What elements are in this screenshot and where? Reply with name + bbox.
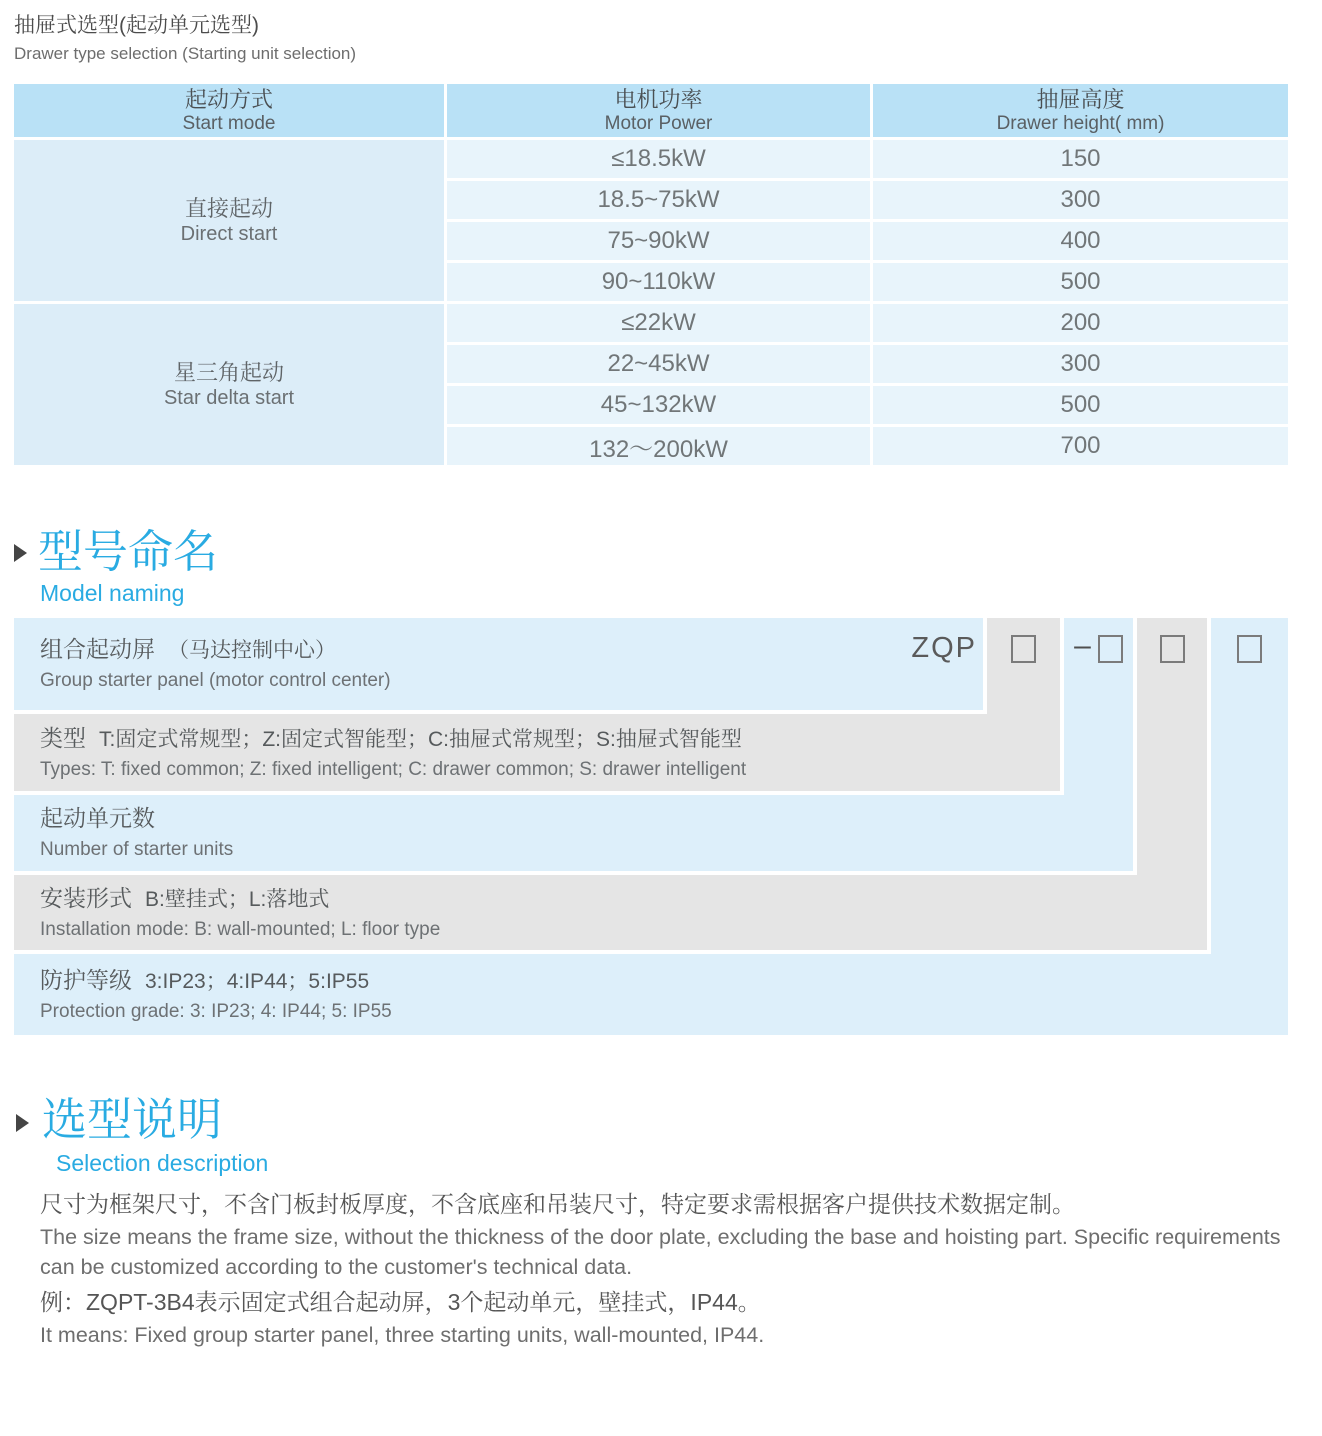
band-label-en: Protection grade: 3: IP23; 4: IP44; 5: IP55 — [40, 1000, 392, 1022]
model-code: ZQP — [911, 632, 977, 664]
height-cell: 200 — [873, 304, 1288, 342]
heading-en: Selection description — [56, 1150, 269, 1176]
group-label-en: Direct start — [180, 223, 278, 245]
power-cell: 22~45kW — [447, 345, 870, 383]
band-detail-zh: （马达控制中心） — [168, 639, 336, 662]
header-en: Motor Power — [604, 112, 713, 134]
power-cell: ≤18.5kW — [447, 140, 870, 178]
group-cell-direct-start — [14, 140, 444, 301]
power-cell: 18.5~75kW — [447, 181, 870, 219]
placeholder-box-icon — [1098, 635, 1123, 663]
band-group-starter-panel — [14, 618, 983, 710]
placeholder-box-icon — [1160, 635, 1185, 663]
band-protection-grade — [14, 954, 1288, 1035]
heading-en: Model naming — [40, 580, 185, 606]
height-cell: 150 — [873, 140, 1288, 178]
band-label-zh: 组合起动屏 — [40, 636, 155, 662]
group-cell-star-delta-start — [14, 304, 444, 465]
band-label-en: Group starter panel (motor control center) — [40, 670, 391, 691]
power-cell: 90~110kW — [447, 263, 870, 301]
band-detail-zh: T:固定式常规型；Z:固定式智能型；C:抽屉式常规型；S:抽屉式智能型 — [99, 727, 742, 751]
band-installation-mode — [14, 875, 1207, 950]
height-cell: 500 — [873, 263, 1288, 301]
heading-text — [38, 528, 218, 607]
placeholder-box-icon — [1011, 635, 1036, 663]
band-label-en: Installation mode: B: wall-mounted; L: floor type — [40, 918, 441, 940]
height-cell: 500 — [873, 386, 1288, 424]
group-label-en: Star delta start — [163, 387, 295, 409]
power-cell: ≤22kW — [447, 304, 870, 342]
code-column-installation — [1137, 618, 1207, 950]
height-cell: 400 — [873, 222, 1288, 260]
power-cell: 132～200kW — [447, 427, 870, 465]
header-en: Start mode — [182, 112, 276, 134]
heading-text — [42, 1096, 268, 1177]
band-types — [14, 714, 1060, 791]
heading-zh: 型号命名 — [38, 526, 219, 577]
height-cell: 300 — [873, 181, 1288, 219]
example-line-zh: 例：ZQPT-3B4表示固定式组合起动屏，3个起动单元，壁挂式，IP44。 — [40, 1289, 761, 1315]
header-en: Drawer height( mm) — [996, 112, 1165, 134]
description-line-en: The size means the frame size, without the thickness of the door plate, excluding the base and hoisting part. Specific requirements can be customized according to the customer's technical data. — [40, 1225, 1281, 1279]
group-label-zh: 直接起动 — [184, 196, 273, 221]
band-label-zh: 起动单元数 — [40, 805, 155, 831]
code-column-units — [1064, 618, 1133, 871]
band-detail-zh: 3:IP23；4:IP44；5:IP55 — [145, 969, 370, 993]
power-cell: 45~132kW — [447, 386, 870, 424]
band-label-en: Types: T: fixed common; Z: fixed intelligent; C: drawer common; S: drawer intelligent — [40, 758, 747, 780]
page-title-en: Drawer type selection (Starting unit selection) — [14, 44, 357, 63]
height-cell: 700 — [873, 427, 1288, 465]
col-header-start-mode — [14, 84, 444, 137]
selection-description-heading — [16, 1096, 268, 1177]
selection-description-text — [40, 1188, 1292, 1354]
example-line-en: It means: Fixed group starter panel, three starting units, wall-mounted, IP44. — [40, 1323, 765, 1347]
band-detail-zh: B:壁挂式；L:落地式 — [145, 887, 330, 911]
band-label-zh: 类型 — [40, 724, 86, 751]
code-column-type — [987, 618, 1060, 791]
height-cell: 300 — [873, 345, 1288, 383]
description-line-zh: 尺寸为框架尺寸，不含门板封板厚度，不含底座和吊装尺寸，特定要求需根据客户提供技术数据定制。 — [40, 1191, 1075, 1217]
model-naming-heading — [14, 528, 218, 607]
code-dash: – — [1074, 629, 1091, 662]
band-starter-units — [14, 795, 1133, 871]
page-title — [14, 12, 356, 66]
band-label-en: Number of starter units — [40, 839, 234, 860]
page-title-zh: 抽屉式选型(起动单元选型) — [14, 14, 259, 37]
header-zh: 电机功率 — [614, 86, 703, 112]
header-zh: 起动方式 — [184, 86, 273, 112]
heading-zh: 选型说明 — [42, 1094, 223, 1145]
power-cell: 75~90kW — [447, 222, 870, 260]
header-zh: 抽屉高度 — [1036, 86, 1125, 112]
band-label-zh: 安装形式 — [40, 884, 132, 911]
col-header-drawer-height — [873, 84, 1288, 137]
section-marker-icon — [16, 1114, 29, 1132]
placeholder-box-icon — [1237, 635, 1262, 663]
band-label-zh: 防护等级 — [40, 966, 132, 993]
model-naming-diagram — [14, 618, 1288, 1035]
group-label-zh: 星三角起动 — [173, 360, 284, 385]
section-marker-icon — [14, 544, 27, 562]
drawer-selection-table — [14, 84, 1288, 465]
code-column-protection — [1211, 618, 1288, 1035]
col-header-motor-power — [447, 84, 870, 137]
